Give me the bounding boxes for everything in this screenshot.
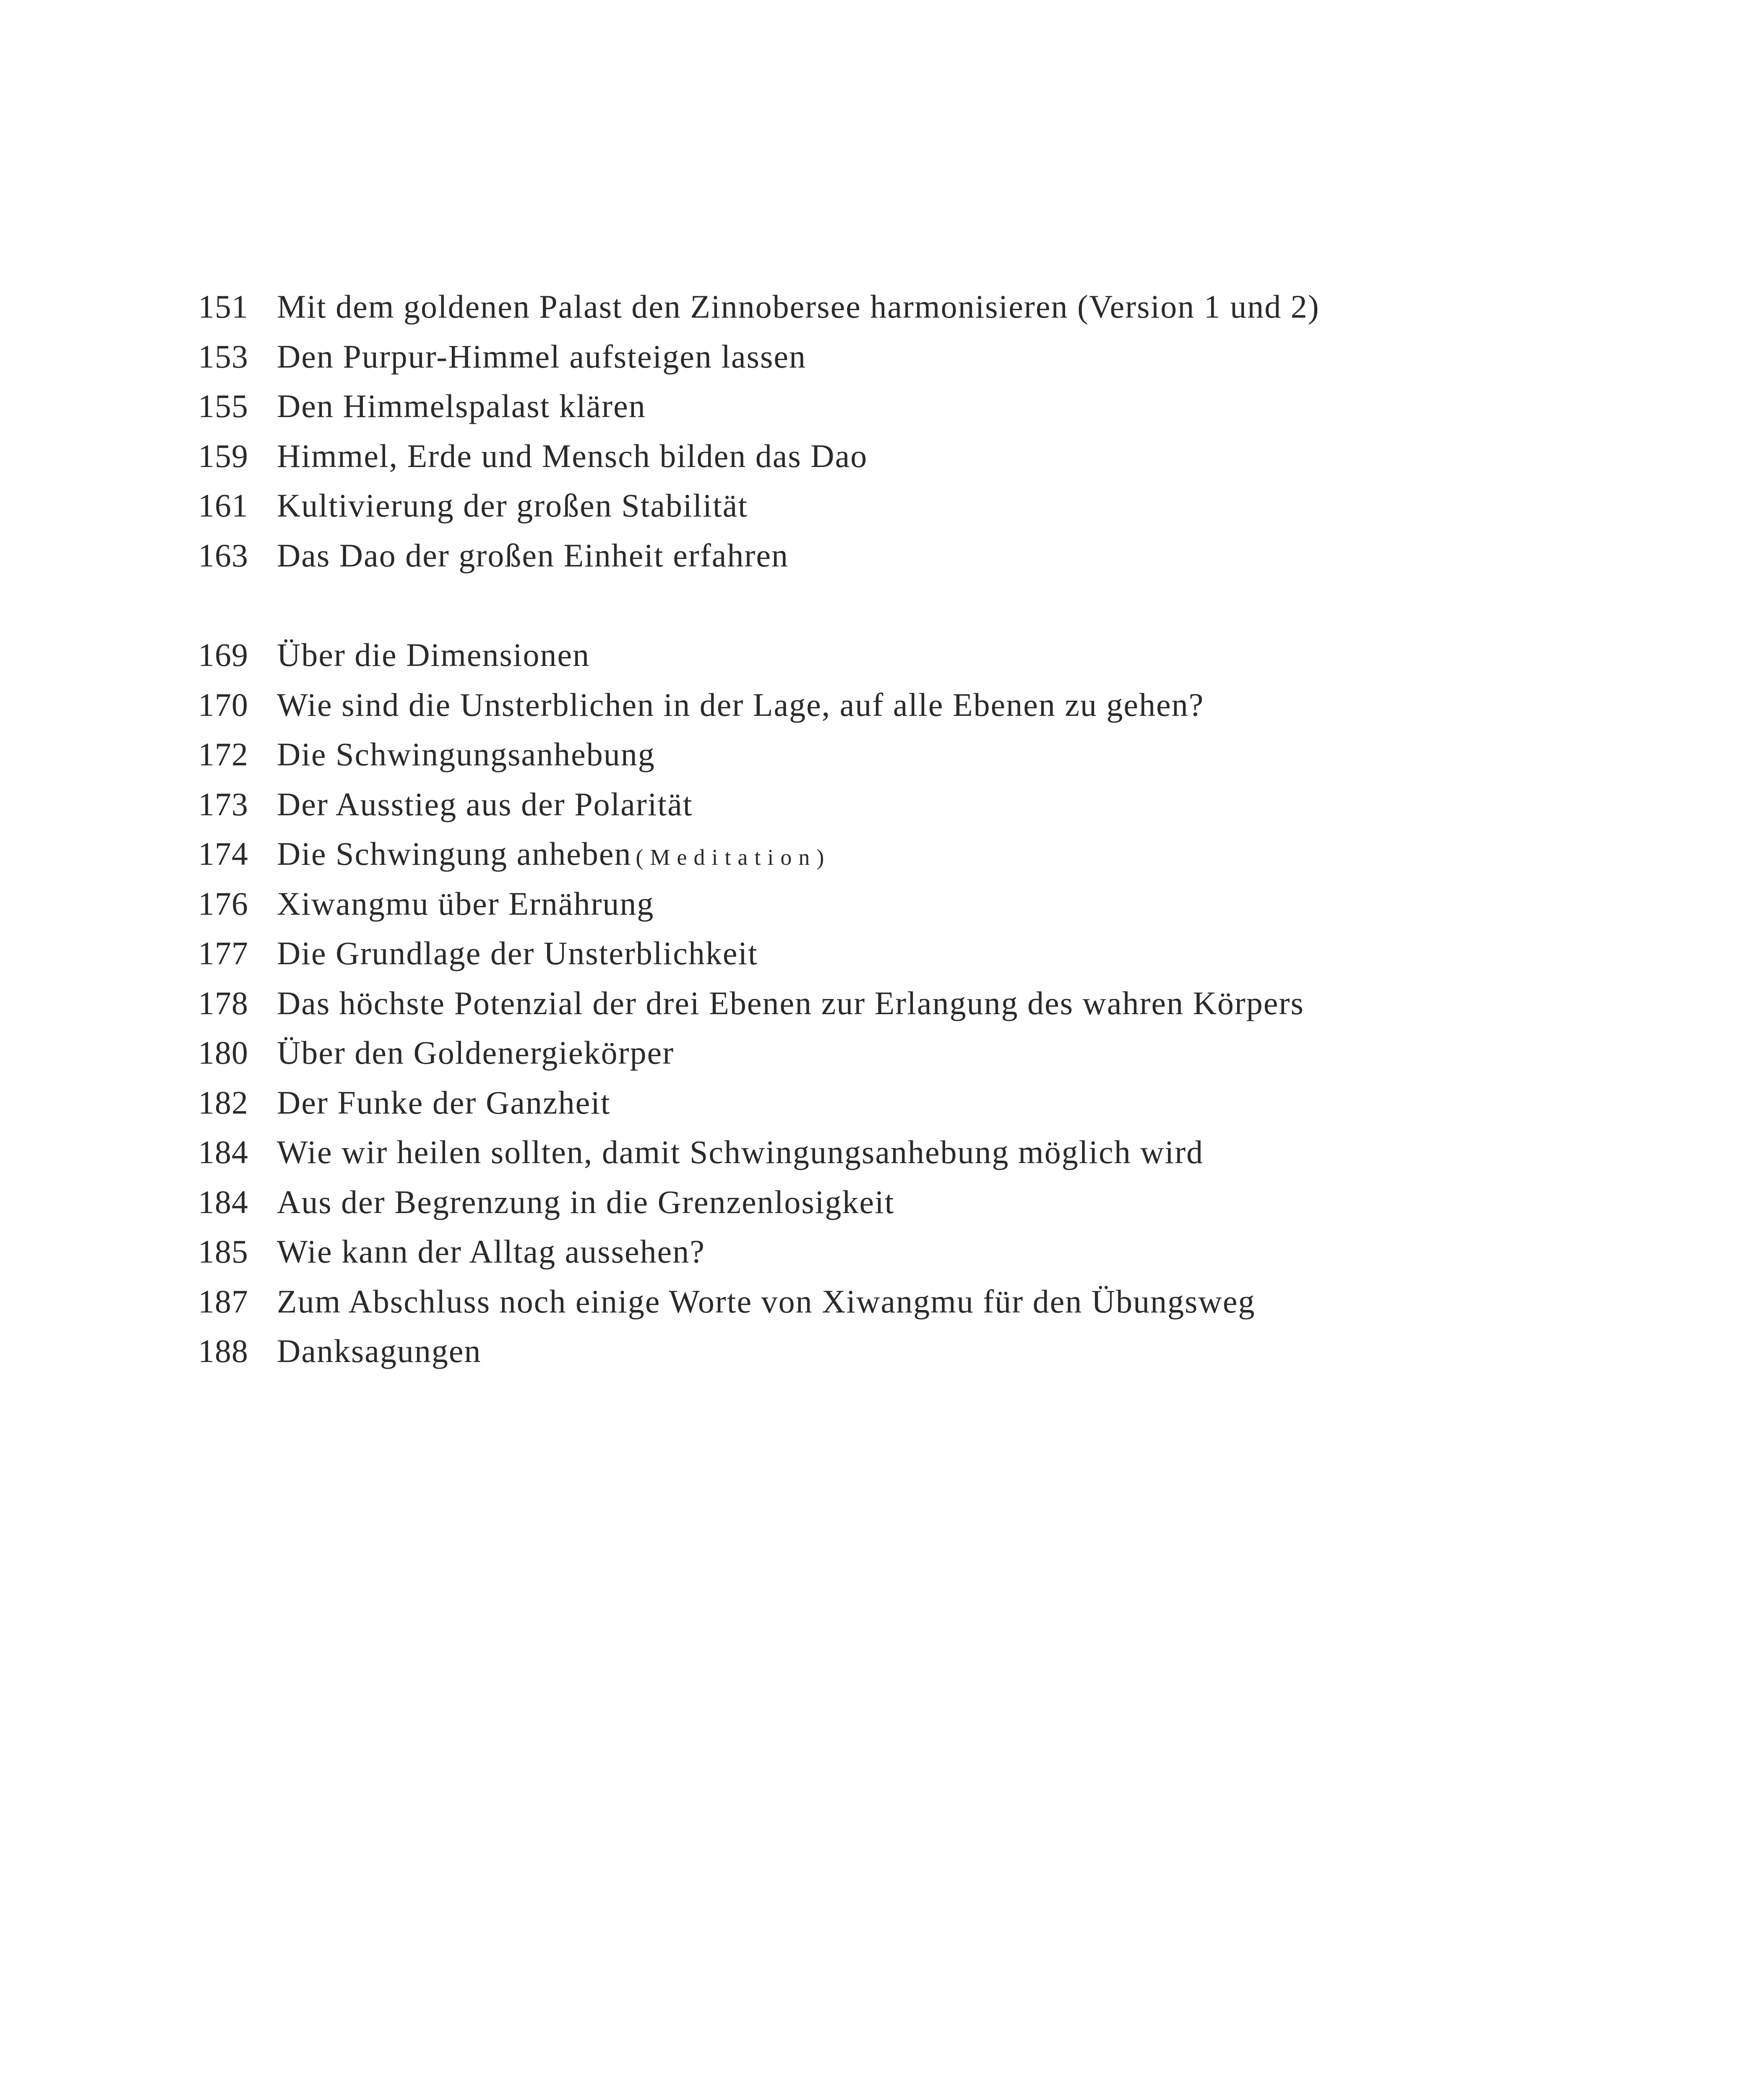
- toc-entry-title: Über den Goldenergiekörper: [277, 1034, 675, 1071]
- toc-page-number: 180: [198, 1034, 248, 1071]
- toc-entry-title: Kultivierung der großen Stabilität: [277, 487, 748, 524]
- toc-entry[interactable]: [0, 431, 1764, 481]
- toc-entry-title: Die Grundlage der Unsterblichkeit: [277, 935, 758, 971]
- toc-page-number: 155: [198, 388, 248, 424]
- toc-group-1: [0, 282, 1764, 580]
- toc-entry[interactable]: [0, 1227, 1764, 1277]
- toc-entry[interactable]: [0, 1127, 1764, 1177]
- toc-group-2: [0, 630, 1764, 1376]
- toc-entry-title: Das höchste Potenzial der drei Ebenen zur Erlangung des wahren Körpers: [277, 984, 1304, 1021]
- toc-entry-title: Über die Dimensionen: [277, 637, 590, 673]
- toc-page-number: 176: [198, 885, 248, 922]
- toc-entry[interactable]: [0, 1177, 1764, 1227]
- toc-page-number: 174: [198, 835, 248, 872]
- toc-entry[interactable]: [0, 381, 1764, 431]
- toc-page-number: 185: [198, 1233, 248, 1270]
- toc-entry-title: Zum Abschluss noch einige Worte von Xiwangmu für den Übungsweg: [277, 1283, 1256, 1320]
- toc-page-number: 169: [198, 637, 248, 673]
- toc-page-number: 173: [198, 785, 248, 822]
- toc-page-number: 170: [198, 686, 248, 723]
- toc-page-number: 184: [198, 1183, 248, 1220]
- toc-entry[interactable]: [0, 481, 1764, 531]
- toc-entry[interactable]: [0, 282, 1764, 332]
- toc-entry[interactable]: [0, 1028, 1764, 1078]
- toc-page-number: 184: [198, 1134, 248, 1170]
- toc-page-number: 161: [198, 487, 248, 524]
- toc-entry-title: Den Purpur-Himmel aufsteigen lassen: [277, 338, 806, 375]
- toc-entry-title: Das Dao der großen Einheit erfahren: [277, 537, 789, 574]
- toc-entry-title: Der Funke der Ganzheit: [277, 1084, 611, 1121]
- toc-page-number: 151: [198, 288, 248, 325]
- toc-page-number: 153: [198, 338, 248, 375]
- toc-entry-title: Wie sind die Unsterblichen in der Lage, auf alle Ebenen zu gehen?: [277, 686, 1204, 723]
- toc-entry-title: Wie kann der Alltag aussehen?: [277, 1233, 705, 1270]
- toc-entry-title: Danksagungen: [277, 1333, 482, 1369]
- toc-page-number: 163: [198, 537, 248, 574]
- toc-entry[interactable]: [0, 1277, 1764, 1327]
- toc-entry-title: Den Himmelspalast klären: [277, 388, 646, 424]
- toc-entry-suffix: (Meditation): [636, 845, 831, 870]
- toc-entry[interactable]: [0, 332, 1764, 382]
- toc-entry[interactable]: [0, 829, 1764, 879]
- toc-page-number: 172: [198, 736, 248, 772]
- toc-entry[interactable]: [0, 929, 1764, 979]
- toc-entry[interactable]: [0, 1078, 1764, 1128]
- toc-entry-title: Xiwangmu über Ernährung: [277, 885, 654, 922]
- toc-entry[interactable]: [0, 531, 1764, 581]
- toc-entry[interactable]: [0, 630, 1764, 680]
- toc-entry[interactable]: [0, 1326, 1764, 1376]
- toc-entry-title-text: Die Schwingung anheben: [277, 835, 632, 872]
- toc-entry-title: Aus der Begrenzung in die Grenzenlosigkeit: [277, 1183, 895, 1220]
- toc-entry[interactable]: [0, 680, 1764, 730]
- toc-page-number: 177: [198, 935, 248, 971]
- toc-entry[interactable]: [0, 879, 1764, 929]
- toc-entry-title: Mit dem goldenen Palast den Zinnobersee harmonisieren (Version 1 und 2): [277, 288, 1320, 325]
- toc-page-number: 182: [198, 1084, 248, 1121]
- toc-entry[interactable]: [0, 730, 1764, 780]
- toc-page-number: 187: [198, 1283, 248, 1320]
- toc-entry-title: Der Ausstieg aus der Polarität: [277, 785, 693, 822]
- toc-page-number: 188: [198, 1333, 248, 1369]
- toc-entry[interactable]: [0, 780, 1764, 830]
- toc-entry-title: Die Schwingungsanhebung: [277, 736, 655, 772]
- toc-page-number: 178: [198, 984, 248, 1021]
- toc-entry-title: Himmel, Erde und Mensch bilden das Dao: [277, 437, 868, 474]
- toc-entry[interactable]: [0, 979, 1764, 1028]
- toc-page-number: 159: [198, 437, 248, 474]
- toc-entry-title: [277, 829, 831, 882]
- toc-entry-title: Wie wir heilen sollten, damit Schwingungsanhebung möglich wird: [277, 1134, 1204, 1170]
